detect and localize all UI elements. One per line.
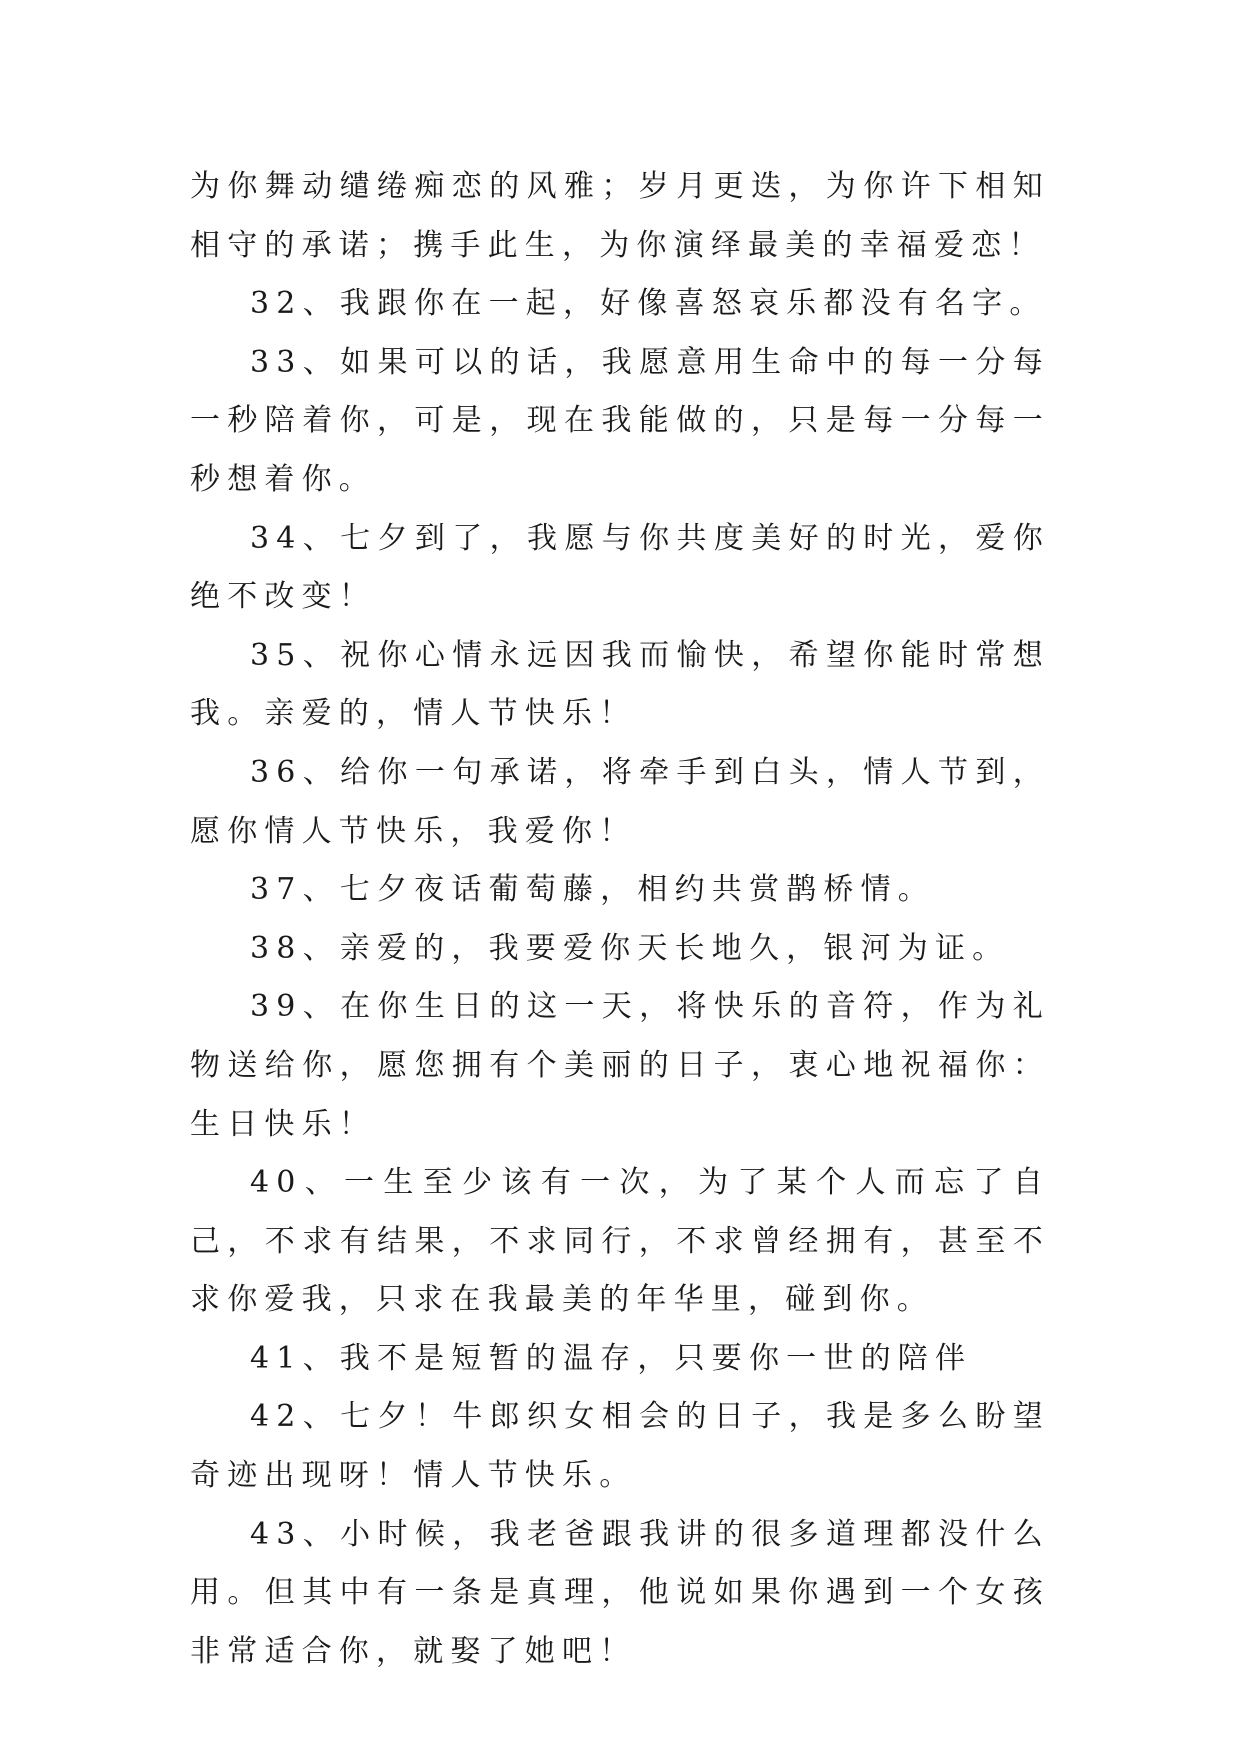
paragraph-38: 38、亲爱的，我要爱你天长地久，银河为证。: [250, 930, 1010, 966]
paragraph-continuation: 为你舞动缱绻痴恋的风雅；岁月更迭，为你许下相知相守的承诺；携手此生，为你演绎最美的幸福爱恋！: [190, 169, 1050, 263]
paragraph-43: 43、小时候，我老爸跟我讲的很多道理都没什么用。但其中有一条是真理，他说如果你遇到一个女孩非常适合你，就娶了她吧！: [190, 1516, 1050, 1669]
paragraph-36: 36、给你一句承诺，将牵手到白头，情人节到，愿你情人节快乐，我爱你！: [190, 754, 1050, 849]
paragraph-41: 41、我不是短暂的温存，只要你一世的陪伴: [250, 1340, 973, 1376]
paragraph-33: 33、如果可以的话，我愿意用生命中的每一分每一秒陪着你，可是，现在我能做的，只是每一分每一秒想着你。: [190, 344, 1050, 497]
paragraph-37: 37、七夕夜话葡萄藤，相约共赏鹊桥情。: [250, 872, 935, 908]
paragraph-40: 40、一生至少该有一次，为了某个人而忘了自己，不求有结果，不求同行，不求曾经拥有，甚至不求你爱我，只求在我最美的年华里，碰到你。: [190, 1165, 1050, 1318]
paragraph-35: 35、祝你心情永远因我而愉快，希望你能时常想我。亲爱的，情人节快乐！: [190, 637, 1050, 732]
paragraph-39: 39、在你生日的这一天，将快乐的音符，作为礼物送给你，愿您拥有个美丽的日子，衷心地祝福你：生日快乐！: [190, 989, 1050, 1142]
paragraph-42: 42、七夕！牛郎织女相会的日子，我是多么盼望奇迹出现呀！情人节快乐。: [190, 1399, 1050, 1494]
paragraph-34: 34、七夕到了，我愿与你共度美好的时光，爱你绝不改变！: [190, 520, 1050, 615]
paragraph-32: 32、我跟你在一起，好像喜怒哀乐都没有名字。: [250, 286, 1047, 322]
document-body: [190, 158, 1050, 1681]
